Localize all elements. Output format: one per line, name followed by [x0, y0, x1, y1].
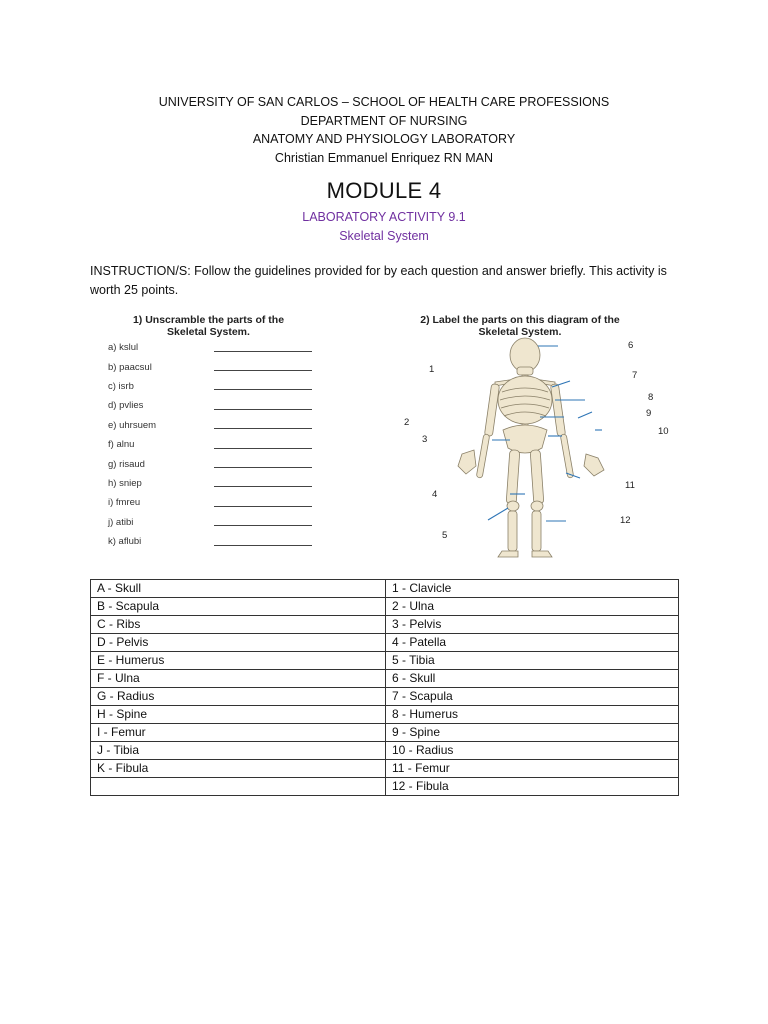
- diagram-label-6: 6: [628, 340, 634, 351]
- answer-blank[interactable]: [214, 518, 312, 526]
- table-row: [91, 706, 679, 724]
- answer-cell-left: F - Ulna: [91, 670, 386, 688]
- answer-cell-right: 8 - Humerus: [386, 706, 679, 724]
- answer-cell-left: J - Tibia: [91, 742, 386, 760]
- list-item: h) sniep: [108, 474, 312, 493]
- answer-blank[interactable]: [214, 363, 312, 371]
- unscramble-title-line1: 1) Unscramble the parts of the: [132, 314, 285, 326]
- answer-cell-left: I - Femur: [91, 724, 386, 742]
- topic-label: Skeletal System: [339, 229, 429, 243]
- answer-cell-left: H - Spine: [91, 706, 386, 724]
- skeleton-diagram-panel: [370, 308, 670, 568]
- diagram-label-3: 3: [422, 434, 428, 445]
- answer-cell-left: E - Humerus: [91, 652, 386, 670]
- answer-blank[interactable]: [214, 421, 312, 429]
- answer-cell-right: 3 - Pelvis: [386, 616, 679, 634]
- answer-cell-right: 4 - Patella: [386, 634, 679, 652]
- answer-cell-right: 12 - Fibula: [386, 778, 679, 796]
- activity-label: LABORATORY ACTIVITY 9.1: [302, 210, 466, 224]
- list-item: k) aflubi: [108, 532, 312, 551]
- table-row: [91, 742, 679, 760]
- department-line: DEPARTMENT OF NURSING: [300, 113, 468, 128]
- list-item: d) pvlies: [108, 396, 312, 415]
- unscramble-title: [96, 308, 321, 338]
- table-row: [91, 652, 679, 670]
- list-item: b) paacsul: [108, 357, 312, 376]
- answer-blank[interactable]: [214, 382, 312, 390]
- answer-cell-right: 2 - Ulna: [386, 598, 679, 616]
- answers-table: [90, 579, 679, 796]
- activity-heading: [0, 208, 768, 246]
- diagram-label-5: 5: [442, 530, 448, 541]
- answer-cell-left: [91, 778, 386, 796]
- list-item: j) atibi: [108, 513, 312, 532]
- answer-blank[interactable]: [214, 402, 312, 410]
- answer-cell-left: C - Ribs: [91, 616, 386, 634]
- course-line: ANATOMY AND PHYSIOLOGY LABORATORY: [252, 132, 516, 146]
- diagram-label-11: 11: [625, 480, 635, 491]
- university-line: UNIVERSITY OF SAN CARLOS – SCHOOL OF HEALTH CARE PROFESSIONS: [158, 95, 610, 109]
- answer-cell-right: 1 - Clavicle: [386, 580, 679, 598]
- answer-blank[interactable]: [214, 538, 312, 546]
- table-row: [91, 724, 679, 742]
- instruction-text: INSTRUCTION/S: Follow the guidelines provided for by each question and answer briefly. This activity is worth 25 points.: [90, 264, 667, 297]
- document-header: [0, 93, 768, 167]
- list-item: a) kslul: [108, 338, 312, 357]
- answer-blank[interactable]: [214, 441, 312, 449]
- answer-cell-right: 11 - Femur: [386, 760, 679, 778]
- table-row: [91, 778, 679, 796]
- answer-cell-right: 6 - Skull: [386, 670, 679, 688]
- diagram-label-2: 2: [404, 417, 410, 428]
- answer-blank[interactable]: [214, 499, 312, 507]
- table-row: [91, 670, 679, 688]
- answer-cell-right: 7 - Scapula: [386, 688, 679, 706]
- list-item: g) risaud: [108, 454, 312, 473]
- list-item: i) fmreu: [108, 493, 312, 512]
- table-row: [91, 598, 679, 616]
- diagram-label-1: 1: [429, 364, 435, 375]
- answer-blank[interactable]: [214, 460, 312, 468]
- diagram-label-10: 10: [658, 426, 669, 437]
- answer-cell-right: 5 - Tibia: [386, 652, 679, 670]
- table-row: [91, 634, 679, 652]
- diagram-label-4: 4: [432, 489, 438, 500]
- unscramble-title-line2: Skeletal System.: [167, 326, 250, 338]
- author-line: Christian Emmanuel Enriquez RN MAN: [274, 150, 494, 165]
- table-row: [91, 760, 679, 778]
- answer-blank[interactable]: [214, 479, 312, 487]
- answer-blank[interactable]: [214, 344, 312, 352]
- diagram-label-8: 8: [648, 392, 654, 403]
- answer-cell-left: D - Pelvis: [91, 634, 386, 652]
- table-row: [91, 616, 679, 634]
- answer-cell-left: A - Skull: [91, 580, 386, 598]
- diagram-title-line1: 2) Label the parts on this diagram of the: [420, 314, 620, 326]
- list-item: f) alnu: [108, 435, 312, 454]
- unscramble-panel: [96, 308, 321, 556]
- list-item: e) uhrsuem: [108, 416, 312, 435]
- table-row: [91, 688, 679, 706]
- diagram-title-line2: Skeletal System.: [478, 326, 562, 338]
- answer-cell-left: G - Radius: [91, 688, 386, 706]
- diagram-label-12: 12: [620, 515, 631, 526]
- module-title: MODULE 4: [326, 178, 442, 203]
- unscramble-list: [108, 338, 312, 551]
- answer-cell-left: K - Fibula: [91, 760, 386, 778]
- skeleton-illustration: [370, 308, 670, 568]
- table-row: [91, 580, 679, 598]
- answer-cell-left: B - Scapula: [91, 598, 386, 616]
- list-item: c) isrb: [108, 377, 312, 396]
- diagram-label-7: 7: [632, 370, 638, 381]
- diagram-label-9: 9: [646, 408, 652, 419]
- answer-cell-right: 10 - Radius: [386, 742, 679, 760]
- answer-cell-right: 9 - Spine: [386, 724, 679, 742]
